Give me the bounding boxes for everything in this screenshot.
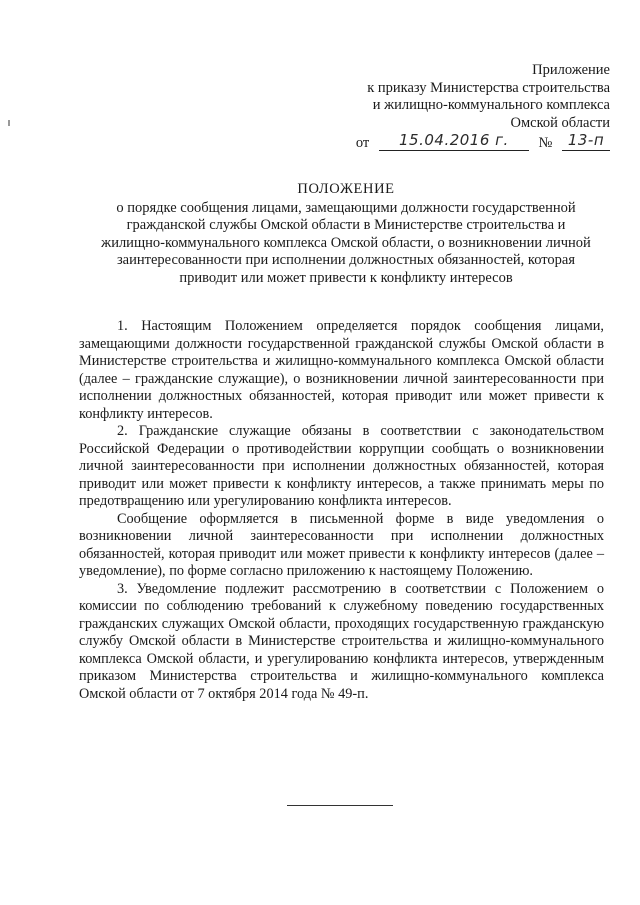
document-title: ПОЛОЖЕНИЕ (297, 181, 395, 197)
appendix-order-ref: к приказу Министерства строительства (367, 79, 610, 96)
end-divider (287, 805, 393, 806)
document-body (79, 318, 604, 703)
appendix-region: Омской области (510, 114, 610, 131)
paragraph-2: 2. Гражданские служащие обязаны в соответствии с законодательством Российской Федерации о противодействии коррупции сообщать о возникновении личной заинтересованности при исполнении должностных обязанностей, которая приводит или может привести к конфликту интересов, а также принимать меры по предотвращению или урегулированию конфликта интересов. (79, 423, 604, 509)
appendix-header (320, 62, 610, 153)
scan-margin-mark (8, 120, 10, 126)
paragraph-1: 1. Настоящим Положением определяется порядок сообщения лицами, замещающими должности государственной гражданской службы Омской области в Министерстве строительства и жилищно-коммунального комплекса Омской области (далее – гражданские служащие), о возникновении личной заинтересованности при исполнении должностных обязанностей, которая приводит или может привести к конфликту интересов. (79, 318, 604, 422)
order-date-number-line (320, 131, 610, 153)
appendix-ministry: и жилищно-коммунального комплекса (372, 97, 610, 113)
appendix-label: Приложение (532, 62, 610, 78)
paragraph-3: 3. Уведомление подлежит рассмотрению в соответствии с Положением о комиссии по соблюдению требований к служебному поведению государственных гражданских служащих Омской области, проходящих государственную гражданскую службу Омской области в Министерстве строительства и жилищно-коммунального комплекса Омской области, и урегулированию конфликта интересов, утвержденным приказом Министерства строительства и жилищно-коммунального комплекса Омской области от 7 октября 2014 года № 49-п. (79, 580, 604, 702)
order-from-label: от (355, 135, 370, 151)
order-number-label: № (538, 135, 553, 151)
order-date-handwritten: 15.04.2016 г. (379, 132, 529, 151)
paragraph-2-continued: Сообщение оформляется в письменной форме в виде уведомления о возникновении личной заинтересованности при исполнении должностных обязанностей, которая приводит или может привести к конфликту интересов (далее – уведомление), по форме согласно приложению к настоящему Положению. (79, 510, 604, 579)
document-title-block (96, 181, 596, 287)
document-subtitle: о порядке сообщения лицами, замещающими должности государственной гражданской службы Омской области в Министерстве строительства и жилищно-коммунального комплекса Омской области, о возникновении личной заинтересованности при исполнении должностных обязанностей, которая приводит или может привести к конфликту интересов (101, 199, 591, 286)
order-number-handwritten: 13-п (562, 132, 610, 151)
